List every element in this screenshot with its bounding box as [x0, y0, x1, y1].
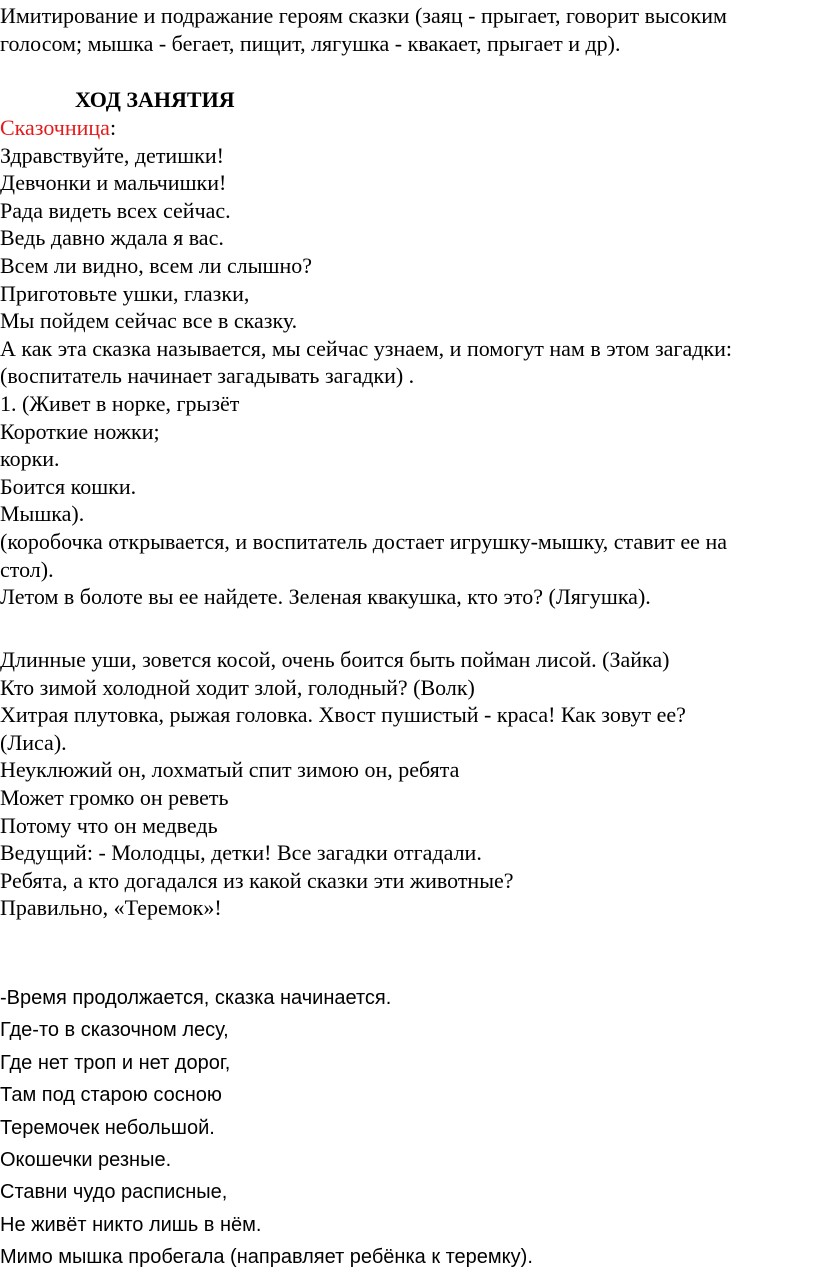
- riddle-line: Ребята, а кто догадался из какой сказки эти животные?: [0, 867, 514, 893]
- main-text-block: [0, 114, 816, 611]
- text-line: Мы пойдем сейчас все в сказку.: [0, 308, 298, 334]
- riddle-line: Хитрая плутовка, рыжая головка. Хвост пушистый - краса! Как зовут ее?: [0, 702, 686, 728]
- text-line: 1. (Живет в норке, грызёт: [0, 390, 240, 416]
- section-heading: ХОД ЗАНЯТИЯ: [75, 87, 235, 112]
- story-line: -Время продолжается, сказка начинается.: [0, 987, 392, 1009]
- story-line: Где-то в сказочном лесу,: [0, 1019, 229, 1042]
- text-line: Боится кошки.: [0, 473, 137, 499]
- intro-line-1: Имитирование и подражание героям сказки (заяц - прыгает, говорит высоким: [0, 3, 727, 28]
- riddle-line: Может громко он реветь: [0, 784, 229, 810]
- story-line: Окошечки резные.: [0, 1149, 172, 1172]
- text-line: (коробочка открывается, и воспитатель достает игрушку-мышку, ставит ее на: [0, 528, 727, 554]
- riddles-block: [0, 646, 816, 922]
- narrator-name: Сказочница: [0, 115, 110, 140]
- narrator-line: [0, 114, 816, 142]
- intro-line-2: голосом; мышка - бегает, пищит, лягушка - квакает, прыгает и др).: [0, 30, 621, 56]
- text-line: стол).: [0, 556, 54, 582]
- text-line: Ведь давно ждала я вас.: [0, 225, 224, 251]
- text-line: Приготовьте ушки, глазки,: [0, 280, 250, 306]
- story-line: Там под старою сосною: [0, 1084, 222, 1107]
- text-line: корки.: [0, 446, 60, 472]
- text-line: Всем ли видно, всем ли слышно?: [0, 252, 313, 278]
- riddle-line: Неуклюжий он, лохматый спит зимою он, ребята: [0, 757, 460, 783]
- intro-paragraph: [0, 2, 816, 57]
- riddle-line: (Лиса).: [0, 729, 67, 755]
- story-line: Где нет троп и нет дорог,: [0, 1051, 231, 1074]
- text-line: Здравствуйте, детишки!: [0, 142, 224, 168]
- story-line: Мимо мышка пробегала (направляет ребёнка к теремку).: [0, 1246, 533, 1269]
- text-line: Девчонки и мальчишки!: [0, 170, 227, 196]
- story-line: Не живёт никто лишь в нём.: [0, 1213, 262, 1236]
- story-line: Теремочек небольшой.: [0, 1116, 215, 1139]
- riddle-line: Длинные уши, зовется косой, очень боится быть пойман лисой. (Зайка): [0, 647, 670, 672]
- story-block: [0, 982, 816, 1274]
- narrator-colon: :: [109, 115, 117, 140]
- text-line: Рада видеть всех сейчас.: [0, 197, 231, 223]
- text-line: Мышка).: [0, 501, 85, 527]
- riddle-line: Правильно, «Теремок»!: [0, 895, 222, 921]
- text-line: (воспитатель начинает загадывать загадки) .: [0, 363, 415, 389]
- riddle-line: Ведущий: - Молодцы, детки! Все загадки отгадали.: [0, 840, 482, 866]
- story-line: Ставни чудо расписные,: [0, 1181, 228, 1204]
- text-line: А как эта сказка называется, мы сейчас узнаем, и помогут нам в этом загадки:: [0, 335, 732, 361]
- text-line: Короткие ножки;: [0, 418, 160, 444]
- riddle-line: Потому что он медведь: [0, 812, 218, 838]
- riddle-line: Кто зимой холодной ходит злой, голодный? (Волк): [0, 674, 475, 700]
- text-line: Летом в болоте вы ее найдете. Зеленая квакушка, кто это? (Лягушка).: [0, 584, 651, 610]
